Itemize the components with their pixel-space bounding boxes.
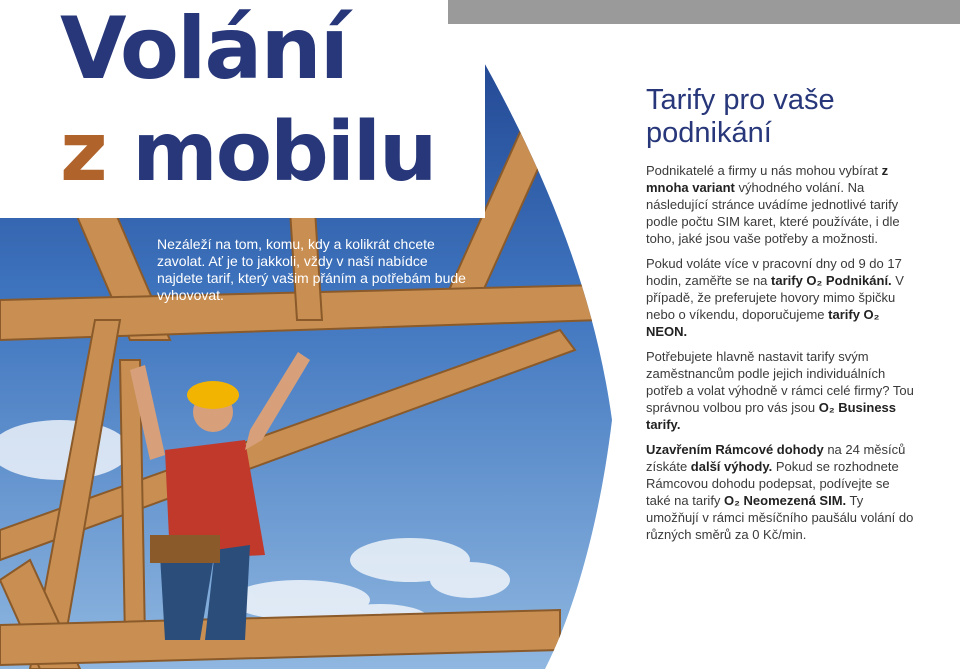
p4-bold-c: další výhody. <box>690 459 773 474</box>
p2-text-c: V případě, že preferujete hovory mimo špičku nebo o víkendu, doporučujeme <box>646 273 904 322</box>
p4-bold-a: Uzavřením Rámcové dohody <box>646 442 824 457</box>
p4-text-b: na 24 měsíců získáte <box>646 442 906 474</box>
heading-line-2 <box>60 105 436 200</box>
p3-text-a: Potřebujete hlavně nastavit tarify svým zaměstnancům podle jejich individuálních potřeb a volat výhodně v rámci celé firmy? Tou správnou volbou pro vás jsou <box>646 349 914 415</box>
top-gray-bar <box>448 0 960 24</box>
paragraph-1 <box>646 162 916 247</box>
heading-z: z <box>60 105 106 200</box>
p4-text-d: Pokud se rozhodnete Rámcovou dohodu podepsat, podívejte se také na tarify <box>646 459 899 508</box>
p1-text-a: Podnikatelé a firmy u nás mohou vybírat <box>646 163 882 178</box>
paragraph-3 <box>646 348 916 433</box>
p2-bold-b: tarify O₂ Podnikání. <box>771 273 892 288</box>
p2-bold-d: tarify O₂ NEON. <box>646 307 880 339</box>
p3-bold: O₂ Business tarify. <box>646 400 897 432</box>
p4-text-f: Ty umožňují v rámci měsíčního paušálu volání do různých směrů za 0 Kč/min. <box>646 493 914 542</box>
paragraph-4 <box>646 441 916 543</box>
content-column <box>646 84 916 551</box>
p2-text-a: Pokud voláte více v pracovní dny od 9 do 17 hodin, zaměřte se na <box>646 256 902 288</box>
p1-text-c: výhodného volání. Na následující stránce uvádíme jednotlivé tarify podle počtu SIM karet, které používáte, i dle toho, jaké jsou vaše potřeby a možnosti. <box>646 180 900 246</box>
p4-bold-e: O₂ Neomezená SIM. <box>724 493 847 508</box>
p1-bold: z mnoha variant <box>646 163 889 195</box>
intro-text: Nezáleží na tom, komu, kdy a kolikrát chcete zavolat. Ať je to jakkoli, vždy v naší nabídce najdete tarif, který vašim přáním a potřebám bude vyhovovat. <box>157 236 466 303</box>
heading-mobilu: mobilu <box>132 105 436 200</box>
paragraph-2 <box>646 255 916 340</box>
heading-line-1: Volání <box>60 0 348 99</box>
section-title: Tarify pro vaše podnikání <box>646 84 835 149</box>
